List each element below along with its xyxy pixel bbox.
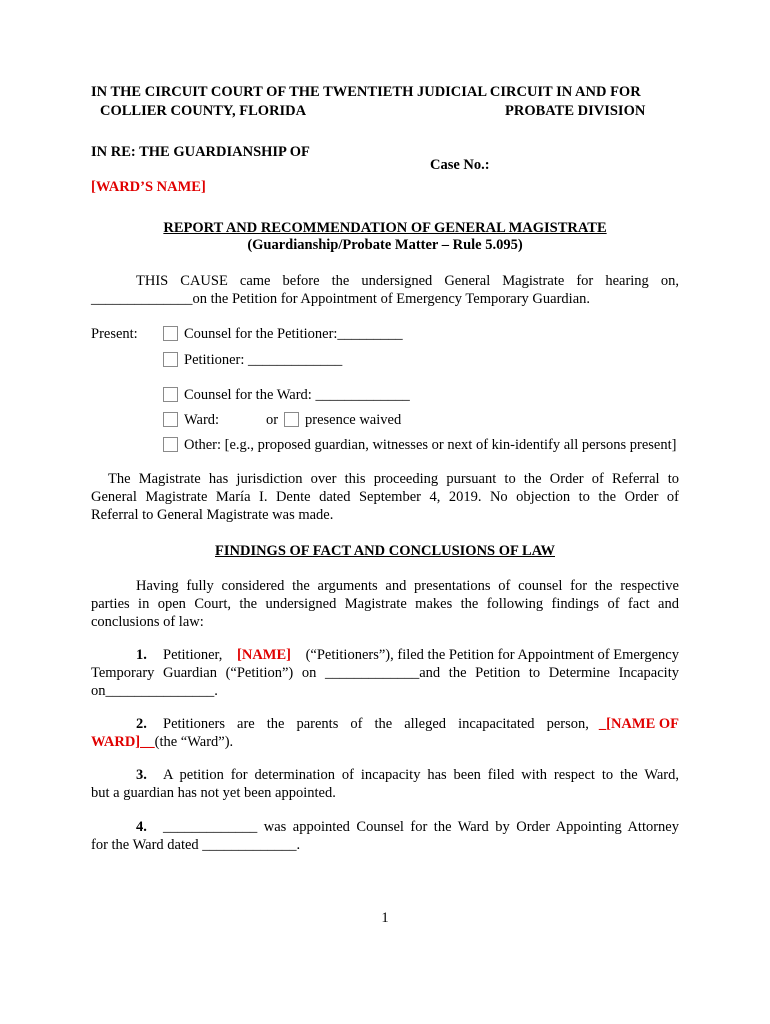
county-name: COLLIER COUNTY, FLORIDA — [100, 103, 307, 119]
division-name: PROBATE DIVISION — [505, 103, 646, 119]
item3-number: 3. — [136, 767, 147, 783]
ward-checkbox[interactable] — [163, 412, 178, 427]
item2-line2 — [91, 734, 233, 751]
findings-intro-line3: conclusions of law: — [91, 614, 204, 630]
jurisdiction-line1: The Magistrate has jurisdiction over this proceeding pursuant to the Order of Referral to — [108, 471, 679, 487]
document-subtitle: (Guardianship/Probate Matter – Rule 5.095) — [247, 237, 523, 253]
intro-line2: ______________on the Petition for Appointment of Emergency Temporary Guardian. — [91, 291, 591, 307]
item3-line1: A petition for determination of incapacity has been filed with respect to the Ward, — [163, 767, 679, 783]
jurisdiction-line2: General Magistrate María I. Dente dated September 4, 2019. No objection to the Order of — [91, 489, 679, 505]
counsel-ward-label: Counsel for the Ward: _____________ — [184, 387, 410, 403]
petitioner-checkbox[interactable] — [163, 352, 178, 367]
item4-line1: _____________ was appointed Counsel for the Ward by Order Appointing Attorney — [163, 819, 679, 835]
ward-label: Ward: — [184, 412, 220, 428]
present-label: Present: — [91, 326, 138, 342]
item1-text-a: Petitioner, — [163, 647, 227, 663]
item1-number: 1. — [136, 647, 147, 663]
presence-waived-label: presence waived — [305, 412, 402, 428]
findings-heading: FINDINGS OF FACT AND CONCLUSIONS OF LAW — [215, 543, 555, 559]
other-checkbox[interactable] — [163, 437, 178, 452]
intro-line1: THIS CAUSE came before the undersigned General Magistrate for hearing on, — [136, 273, 679, 289]
item1-line1 — [163, 647, 679, 664]
item1-line2: Temporary Guardian (“Petition”) on _____________and the Petition to Determine Incapacity — [91, 665, 679, 681]
case-number-label: Case No.: — [430, 157, 490, 173]
item2-name-placeholder-b: WARD]__ — [91, 734, 155, 750]
ward-name-placeholder: [WARD’S NAME] — [91, 179, 206, 195]
petitioner-label: Petitioner: _____________ — [184, 352, 343, 368]
item3-line2: but a guardian has not yet been appointed. — [91, 785, 336, 801]
item4-number: 4. — [136, 819, 147, 835]
or-label: or — [266, 412, 279, 428]
presence-waived-checkbox[interactable] — [284, 412, 299, 427]
counsel-petitioner-label: Counsel for the Petitioner:_________ — [184, 326, 403, 342]
page-number: 1 — [381, 910, 389, 926]
document-title: REPORT AND RECOMMENDATION OF GENERAL MAGISTRATE — [163, 220, 607, 236]
item2-text-a: Petitioners are the parents of the alleged incapacitated person, — [163, 716, 589, 732]
item1-line3: on_______________. — [91, 683, 218, 699]
court-caption-line1: IN THE CIRCUIT COURT OF THE TWENTIETH JUDICIAL CIRCUIT IN AND FOR — [91, 84, 641, 100]
findings-intro-line2: parties in open Court, the undersigned Magistrate makes the following findings of fact and — [91, 596, 679, 612]
item1-name-placeholder: [NAME] — [237, 647, 291, 663]
item1-text-b: (“Petitioners”), filed the Petition for Appointment of Emergency — [301, 647, 679, 663]
counsel-petitioner-checkbox[interactable] — [163, 326, 178, 341]
item2-number: 2. — [136, 716, 147, 732]
counsel-ward-checkbox[interactable] — [163, 387, 178, 402]
item2-line1 — [163, 716, 679, 733]
other-label: Other: [e.g., proposed guardian, witnesses or next of kin-identify all persons present] — [184, 437, 677, 453]
item4-line2: for the Ward dated _____________. — [91, 837, 301, 853]
item2-text-b: (the “Ward”). — [154, 734, 234, 750]
item2-name-placeholder-a: _[NAME OF — [598, 716, 679, 732]
jurisdiction-line3: Referral to General Magistrate was made. — [91, 507, 334, 523]
in-re-caption: IN RE: THE GUARDIANSHIP OF — [91, 144, 310, 160]
findings-intro-line1: Having fully considered the arguments and presentations of counsel for the respective — [136, 578, 679, 594]
